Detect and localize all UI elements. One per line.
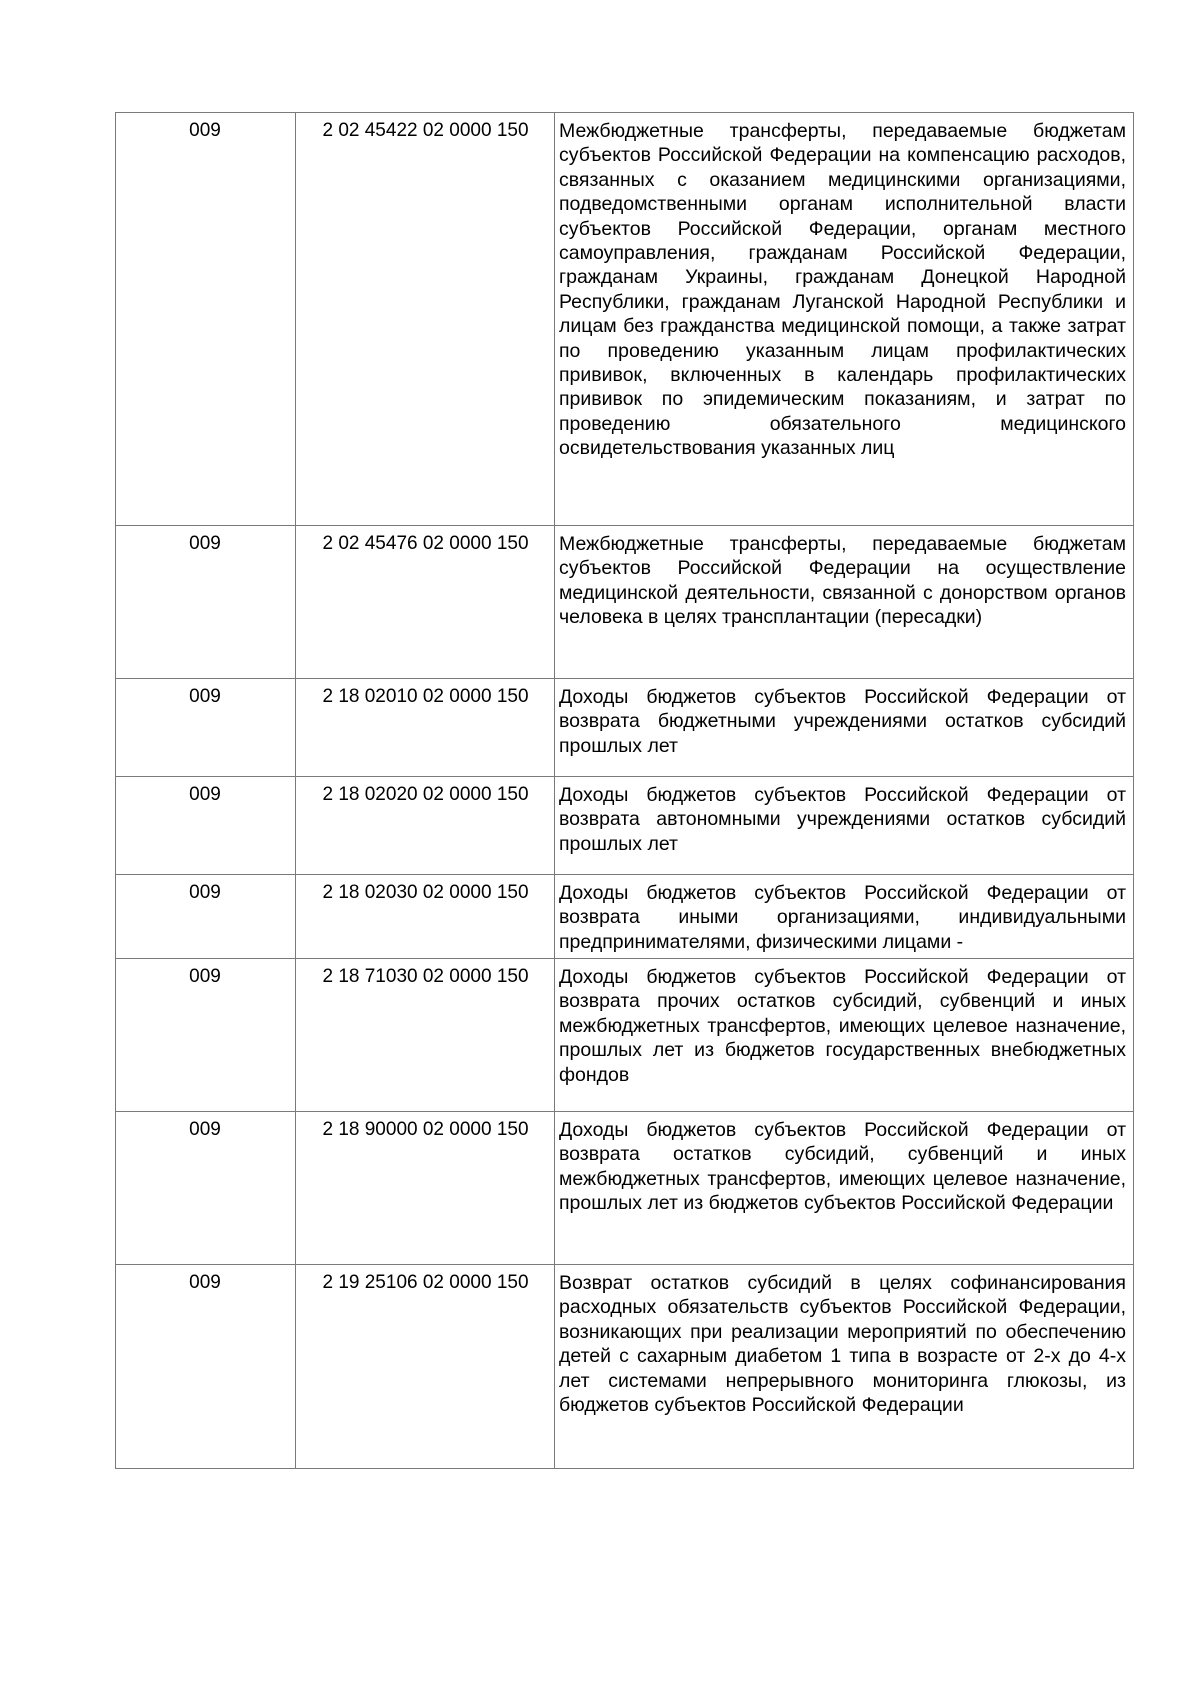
- admin-code-cell: [115, 113, 296, 525]
- kbk-cell: [296, 679, 555, 776]
- description-cell: [555, 679, 1134, 776]
- table-row: [115, 525, 1134, 678]
- admin-code-cell: [115, 679, 296, 776]
- description-cell: [555, 777, 1134, 874]
- admin-code-cell: [115, 777, 296, 874]
- admin-code-cell: [115, 1112, 296, 1264]
- admin-code: 009: [189, 533, 221, 554]
- admin-code-cell: [115, 1265, 296, 1468]
- table-row: [115, 1111, 1134, 1264]
- admin-code: 009: [189, 1119, 221, 1140]
- admin-code: 009: [189, 882, 221, 903]
- description-text: Доходы бюджетов субъектов Российской Федерации от возврата бюджетными учреждениями остатков субсидий прошлых лет: [559, 686, 1126, 757]
- admin-code: 009: [189, 686, 221, 707]
- table-row: [115, 874, 1134, 958]
- kbk-cell: [296, 777, 555, 874]
- admin-code: 009: [189, 784, 221, 805]
- table-row: [115, 958, 1134, 1111]
- description-text: Межбюджетные трансферты, передаваемые бюджетам субъектов Российской Федерации на компенсацию расходов, связанных с оказанием медицинскими организациями, подведомственными органам исполнительной власти субъектов Российской Федерации, органам местного самоуправления, гражданам Российской Федерации, гражданам Украины, гражданам Донецкой Народной Республики, гражданам Луганской Народной Республики и лицам без гражданства медицинской помощи, а также затрат по проведению указанным лицам профилактических прививок, включенных в календарь профилактических прививок по эпидемическим показаниям, и затрат по проведению обязательного медицинского освидетельствования указанных лиц: [559, 120, 1126, 460]
- kbk-code: 2 18 71030 02 0000 150: [322, 966, 529, 987]
- description-cell: [555, 959, 1134, 1111]
- kbk-code: 2 18 90000 02 0000 150: [322, 1119, 529, 1140]
- description-cell: [555, 113, 1134, 525]
- kbk-cell: [296, 526, 555, 678]
- description-text: Межбюджетные трансферты, передаваемые бюджетам субъектов Российской Федерации на осуществление медицинской деятельности, связанной с донорством органов человека в целях трансплантации (пересадки): [559, 533, 1126, 629]
- kbk-code: 2 02 45422 02 0000 150: [322, 120, 529, 141]
- kbk-cell: [296, 1265, 555, 1468]
- kbk-cell: [296, 875, 555, 958]
- description-text: Доходы бюджетов субъектов Российской Федерации от возврата иными организациями, индивидуальными предпринимателями, физическими лицами -: [559, 882, 1126, 953]
- admin-code: 009: [189, 966, 221, 987]
- table-row: [115, 112, 1134, 525]
- kbk-cell: [296, 113, 555, 525]
- description-cell: [555, 1112, 1134, 1264]
- description-cell: [555, 875, 1134, 958]
- description-cell: [555, 526, 1134, 678]
- admin-code-cell: [115, 526, 296, 678]
- kbk-code: 2 19 25106 02 0000 150: [322, 1272, 529, 1293]
- table-row: [115, 678, 1134, 776]
- kbk-cell: [296, 1112, 555, 1264]
- admin-code-cell: [115, 959, 296, 1111]
- table-row: [115, 776, 1134, 874]
- admin-code: 009: [189, 1272, 221, 1293]
- kbk-code: 2 18 02020 02 0000 150: [322, 784, 529, 805]
- description-text: Доходы бюджетов субъектов Российской Федерации от возврата автономными учреждениями остатков субсидий прошлых лет: [559, 784, 1126, 855]
- kbk-code: 2 18 02010 02 0000 150: [322, 686, 529, 707]
- kbk-code: 2 02 45476 02 0000 150: [322, 533, 529, 554]
- admin-code-cell: [115, 875, 296, 958]
- description-text: Возврат остатков субсидий в целях софинансирования расходных обязательств субъектов Российской Федерации, возникающих при реализации мероприятий по обеспечению детей с сахарным диабетом 1 типа в возрасте от 2-х до 4-х лет системами непрерывного мониторинга глюкозы, из бюджетов субъектов Российской Федерации: [559, 1272, 1126, 1417]
- description-text: Доходы бюджетов субъектов Российской Федерации от возврата прочих остатков субсидий, субвенций и иных межбюджетных трансфертов, имеющих целевое назначение, прошлых лет из бюджетов государственных внебюджетных фондов: [559, 966, 1126, 1086]
- admin-code: 009: [189, 120, 221, 141]
- description-text: Доходы бюджетов субъектов Российской Федерации от возврата остатков субсидий, субвенций и иных межбюджетных трансфертов, имеющих целевое назначение, прошлых лет из бюджетов субъектов Российской Федерации: [559, 1119, 1126, 1215]
- kbk-code: 2 18 02030 02 0000 150: [322, 882, 529, 903]
- table-row: [115, 1264, 1134, 1469]
- kbk-cell: [296, 959, 555, 1111]
- description-cell: [555, 1265, 1134, 1468]
